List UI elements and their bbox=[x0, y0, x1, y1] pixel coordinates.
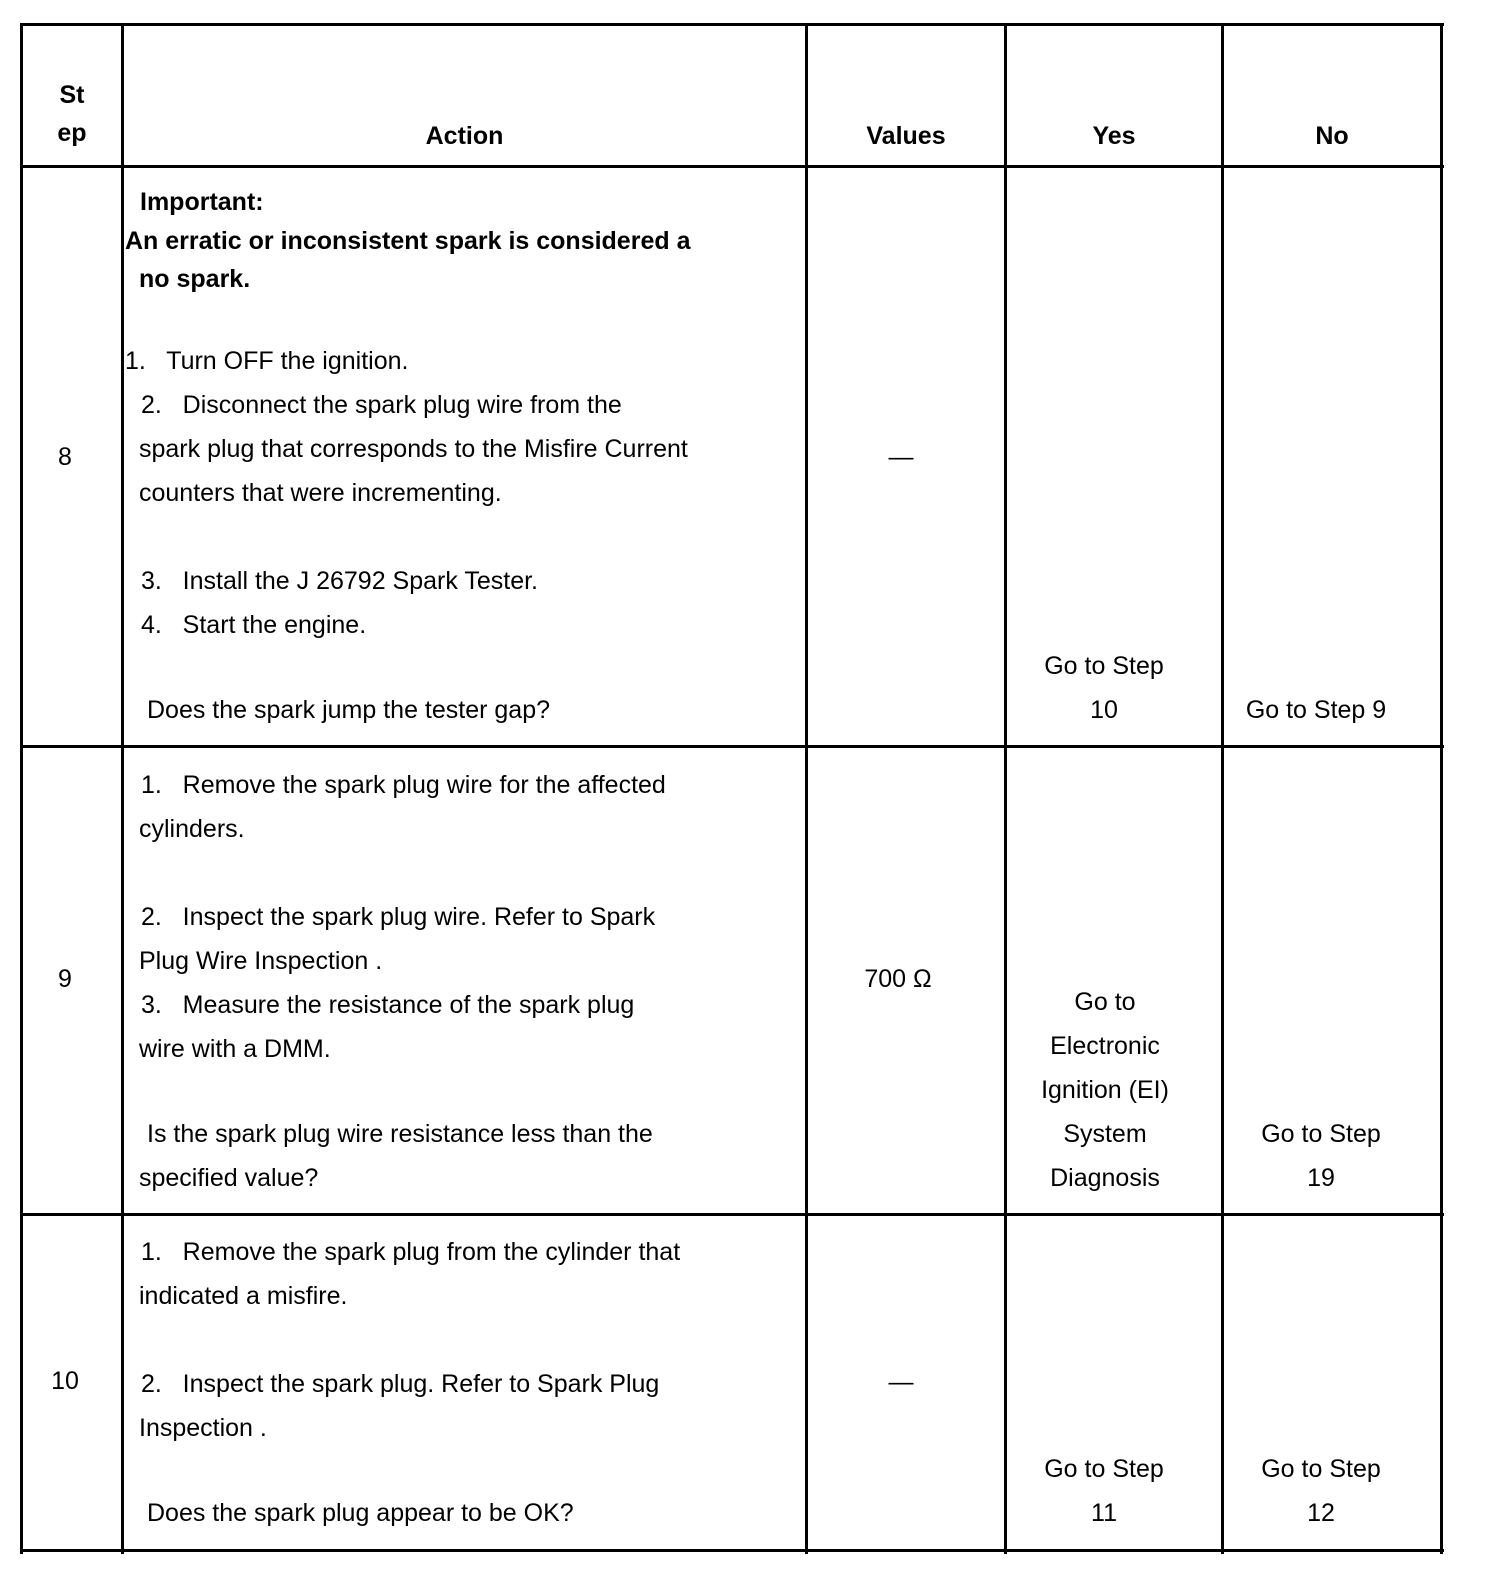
action-item: 2. Inspect the spark plug wire. Refer to Spark bbox=[141, 903, 656, 931]
action-item: counters that were incrementing. bbox=[139, 479, 502, 507]
row-value: 700 Ω bbox=[864, 965, 932, 993]
yes-result-line: Go to Step bbox=[1044, 1455, 1164, 1483]
no-result-line: 19 bbox=[1307, 1164, 1335, 1192]
action-item: 1. Turn OFF the ignition. bbox=[125, 347, 409, 375]
table-border-right bbox=[1440, 24, 1443, 1554]
row-value: — bbox=[888, 1368, 914, 1396]
yes-result bbox=[1007, 1447, 1201, 1535]
action-question: Is the spark plug wire resistance less than the bbox=[147, 1120, 653, 1148]
header-values: Values bbox=[866, 122, 946, 150]
yes-result bbox=[1007, 644, 1201, 732]
row-step-number: 10 bbox=[51, 1367, 79, 1395]
yes-result-line: 11 bbox=[1091, 1499, 1117, 1527]
important-note: no spark. bbox=[139, 265, 251, 293]
no-result bbox=[1224, 1112, 1418, 1200]
header-step-line1: St bbox=[59, 81, 85, 109]
action-question: specified value? bbox=[139, 1164, 319, 1192]
no-result bbox=[1224, 1447, 1418, 1535]
no-result-line: 12 bbox=[1307, 1499, 1335, 1527]
yes-result bbox=[1007, 980, 1203, 1200]
header-action: Action bbox=[425, 122, 504, 150]
action-item: 2. Inspect the spark plug. Refer to Spark Plug bbox=[141, 1370, 660, 1398]
action-item: 3. Measure the resistance of the spark plug bbox=[141, 991, 635, 1019]
table-border-bottom bbox=[20, 1549, 1444, 1552]
action-item: 2. Disconnect the spark plug wire from the bbox=[141, 391, 622, 419]
no-result-line: Go to Step bbox=[1261, 1455, 1381, 1483]
col-divider-step-action bbox=[121, 24, 124, 1554]
table-border-top bbox=[20, 23, 1444, 26]
important-label: Important: bbox=[140, 188, 264, 216]
header-divider bbox=[20, 165, 1444, 168]
header-step-line2: ep bbox=[57, 119, 87, 147]
col-divider-yes-no bbox=[1221, 24, 1224, 1554]
no-result-line: Go to Step 9 bbox=[1245, 696, 1387, 724]
header-yes: Yes bbox=[1092, 122, 1136, 150]
yes-result-line: Electronic bbox=[1050, 1032, 1160, 1060]
row-step-number: 8 bbox=[58, 443, 72, 471]
action-item: cylinders. bbox=[139, 815, 245, 843]
action-item: spark plug that corresponds to the Misfire Current bbox=[139, 435, 688, 463]
row-step-number: 9 bbox=[58, 965, 72, 993]
row-divider-9-10 bbox=[20, 1213, 1444, 1216]
yes-result-line: Go to bbox=[1074, 988, 1136, 1016]
action-item: 1. Remove the spark plug from the cylinder that bbox=[141, 1238, 681, 1266]
action-item: wire with a DMM. bbox=[139, 1035, 331, 1063]
row-divider-8-9 bbox=[20, 745, 1444, 748]
important-note: An erratic or inconsistent spark is considered a bbox=[125, 227, 691, 255]
table-border-left bbox=[20, 24, 23, 1554]
yes-result-line: System bbox=[1063, 1120, 1147, 1148]
action-item: 4. Start the engine. bbox=[141, 611, 367, 639]
yes-result-line: Go to Step bbox=[1044, 652, 1164, 680]
row-value: — bbox=[888, 443, 914, 471]
yes-result-line: 10 bbox=[1090, 696, 1118, 724]
action-question: Does the spark plug appear to be OK? bbox=[147, 1499, 574, 1527]
action-item: 3. Install the J 26792 Spark Tester. bbox=[141, 567, 538, 595]
action-item: 1. Remove the spark plug wire for the affected bbox=[141, 771, 666, 799]
no-result bbox=[1224, 688, 1408, 732]
yes-result-line: Ignition (EI) bbox=[1041, 1076, 1169, 1104]
header-no: No bbox=[1315, 122, 1349, 150]
action-item: indicated a misfire. bbox=[139, 1282, 348, 1310]
action-question: Does the spark jump the tester gap? bbox=[147, 696, 551, 724]
col-divider-action-values bbox=[805, 24, 808, 1554]
col-divider-values-yes bbox=[1004, 24, 1007, 1554]
action-item: Inspection . bbox=[139, 1414, 267, 1442]
action-item: Plug Wire Inspection . bbox=[139, 947, 383, 975]
yes-result-line: Diagnosis bbox=[1050, 1164, 1160, 1192]
no-result-line: Go to Step bbox=[1261, 1120, 1381, 1148]
header-step bbox=[23, 76, 121, 152]
